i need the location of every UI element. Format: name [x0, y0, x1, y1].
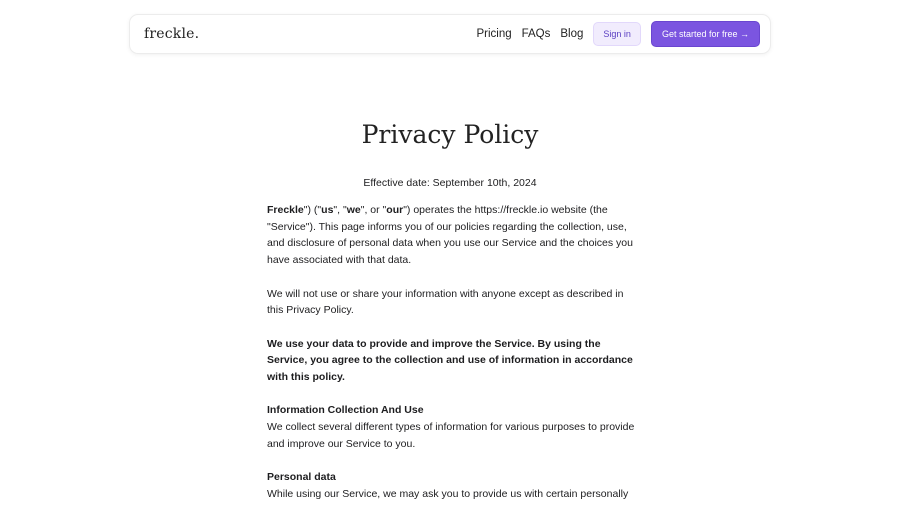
section-heading: Personal data [267, 471, 336, 484]
nav-links [476, 21, 760, 47]
usage-paragraph: We use your data to provide and improve the Service. By using the Service, you agree to the collection and use of information in accordance with this policy. [267, 337, 633, 383]
effective-date: Effective date: September 10th, 2024 [363, 177, 537, 189]
text: we [346, 204, 361, 216]
info-collection-section [267, 402, 635, 452]
nav-blog-link[interactable]: Blog [560, 28, 584, 40]
section-heading: Information Collection And Use [267, 404, 424, 417]
page-title: Privacy Policy [361, 120, 539, 149]
personal-data-section [267, 469, 635, 502]
arrow-right-icon: → [740, 29, 749, 39]
sign-in-button[interactable]: Sign in [593, 22, 641, 46]
intro-paragraph [267, 202, 635, 269]
text: ", or " [360, 204, 387, 216]
top-nav [129, 14, 771, 54]
text: ") (" [303, 204, 322, 216]
nav-faqs-link[interactable]: FAQs [521, 28, 551, 40]
policy-body [267, 202, 635, 519]
section-text: While using our Service, we may ask you to provide us with certain personally [267, 487, 629, 500]
text: our [386, 204, 404, 216]
sharing-paragraph: We will not use or share your information with anyone except as described in this Privacy Policy. [267, 287, 624, 317]
text: us [321, 204, 334, 216]
text: ", " [333, 204, 347, 216]
logo[interactable]: freckle. [144, 26, 200, 42]
text: ") operates the https://freckle.io website (the "Service"). This page informs you of our policies regarding the collection, use, and disclosure of personal data when you use our Service and the choices you have associated with that data. [267, 204, 633, 267]
get-started-button[interactable] [651, 21, 760, 47]
get-started-label: Get started for free [661, 29, 738, 39]
nav-pricing-link[interactable]: Pricing [476, 28, 512, 40]
section-text: We collect several different types of information for various purposes to provide and improve our Service to you. [267, 421, 635, 450]
text: Freckle [267, 204, 304, 216]
